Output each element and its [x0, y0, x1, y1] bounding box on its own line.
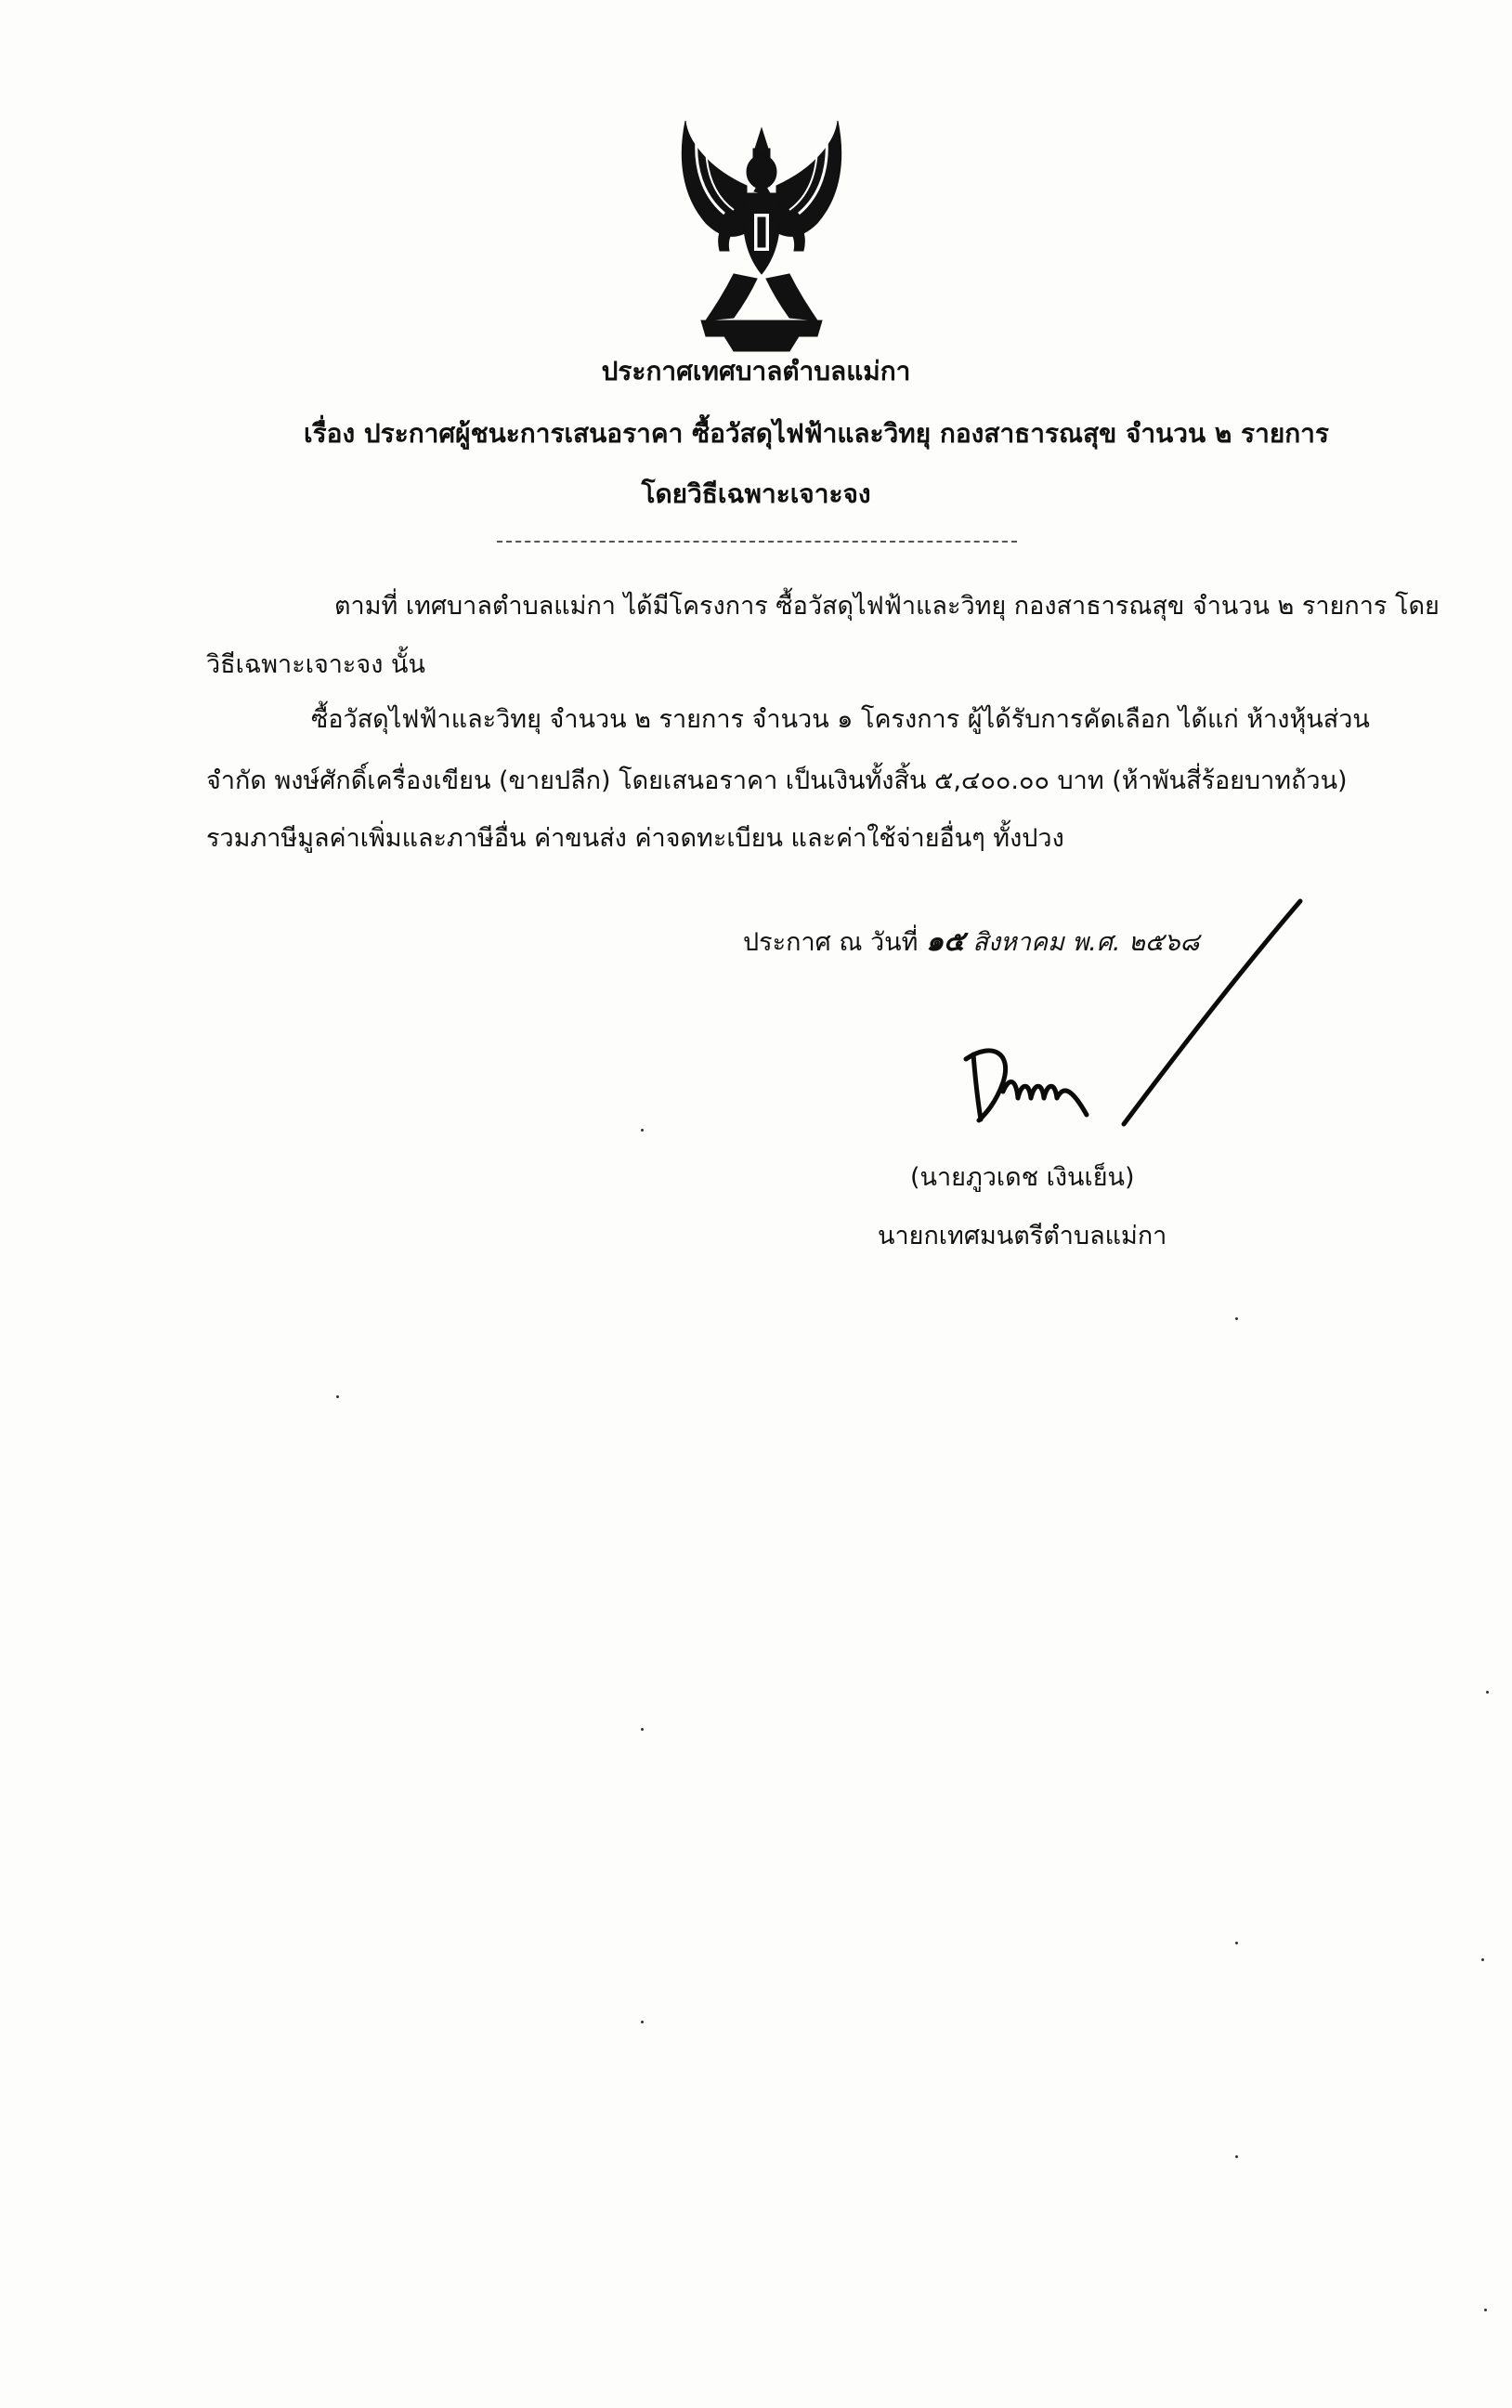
date-month-year: สิงหาคม พ.ศ. ๒๕๖๘: [964, 928, 1200, 957]
document-subject: เรื่อง ประกาศผู้ชนะการเสนอราคา ซื้อวัสดุไฟฟ้าและวิทยุ กองสาธารณสุข จำนวน ๒ รายการ: [304, 418, 1329, 449]
paragraph-1-line-2: วิธีเฉพาะเจาะจง นั้น: [206, 650, 425, 679]
document-organization: ประกาศเทศบาลตำบลแม่กา: [601, 356, 911, 386]
paragraph-2-line-1: ซื้อวัสดุไฟฟ้าและวิทยุ จำนวน ๒ รายการ จำนวน ๑ โครงการ ผู้ได้รับการคัดเลือก ได้แก่ ห้างหุ้นส่วน: [311, 705, 1370, 734]
scan-speck: [641, 1728, 644, 1731]
garuda-emblem-icon: [669, 121, 854, 353]
signer-name: (นายภูวเดช เงินเย็น): [910, 1163, 1135, 1192]
paragraph-2-line-2: จำกัด พงษ์ศักดิ์เครื่องเขียน (ขายปลีก) โดยเสนอราคา เป็นเงินทั้งสิ้น ๕,๔๐๐.๐๐ บาท (ห้าพันสี่ร้อยบาทถ้วน): [206, 766, 1348, 795]
scan-speck: [1235, 2155, 1238, 2158]
scan-speck: [1235, 1317, 1238, 1320]
paragraph-2-line-3: รวมภาษีมูลค่าเพิ่มและภาษีอื่น ค่าขนส่ง ค่าจดทะเบียน และค่าใช้จ่ายอื่นๆ ทั้งปวง: [206, 824, 1064, 853]
divider-line: [497, 541, 1017, 543]
scan-speck: [1481, 1958, 1484, 1961]
scan-speck: [641, 1129, 644, 1132]
scan-speck: [1235, 1942, 1238, 1944]
signer-title: นายกเทศมนตรีตำบลแม่กา: [878, 1222, 1167, 1250]
scan-speck: [336, 1395, 339, 1398]
procurement-method: โดยวิธีเฉพาะเจาะจง: [641, 478, 871, 509]
handwritten-signature: [947, 892, 1319, 1143]
paragraph-1-line-1: ตามที่ เทศบาลตำบลแม่กา ได้มีโครงการ ซื้อวัสดุไฟฟ้าและวิทยุ กองสาธารณสุข จำนวน ๒ รายการ โดย: [334, 592, 1440, 621]
date-prefix: ประกาศ ณ วันที่: [743, 928, 927, 957]
scan-speck: [1486, 1691, 1489, 1694]
scan-speck: [1484, 2309, 1487, 2311]
scan-speck: [641, 2021, 644, 2023]
date-day: ๑๕: [926, 925, 965, 958]
